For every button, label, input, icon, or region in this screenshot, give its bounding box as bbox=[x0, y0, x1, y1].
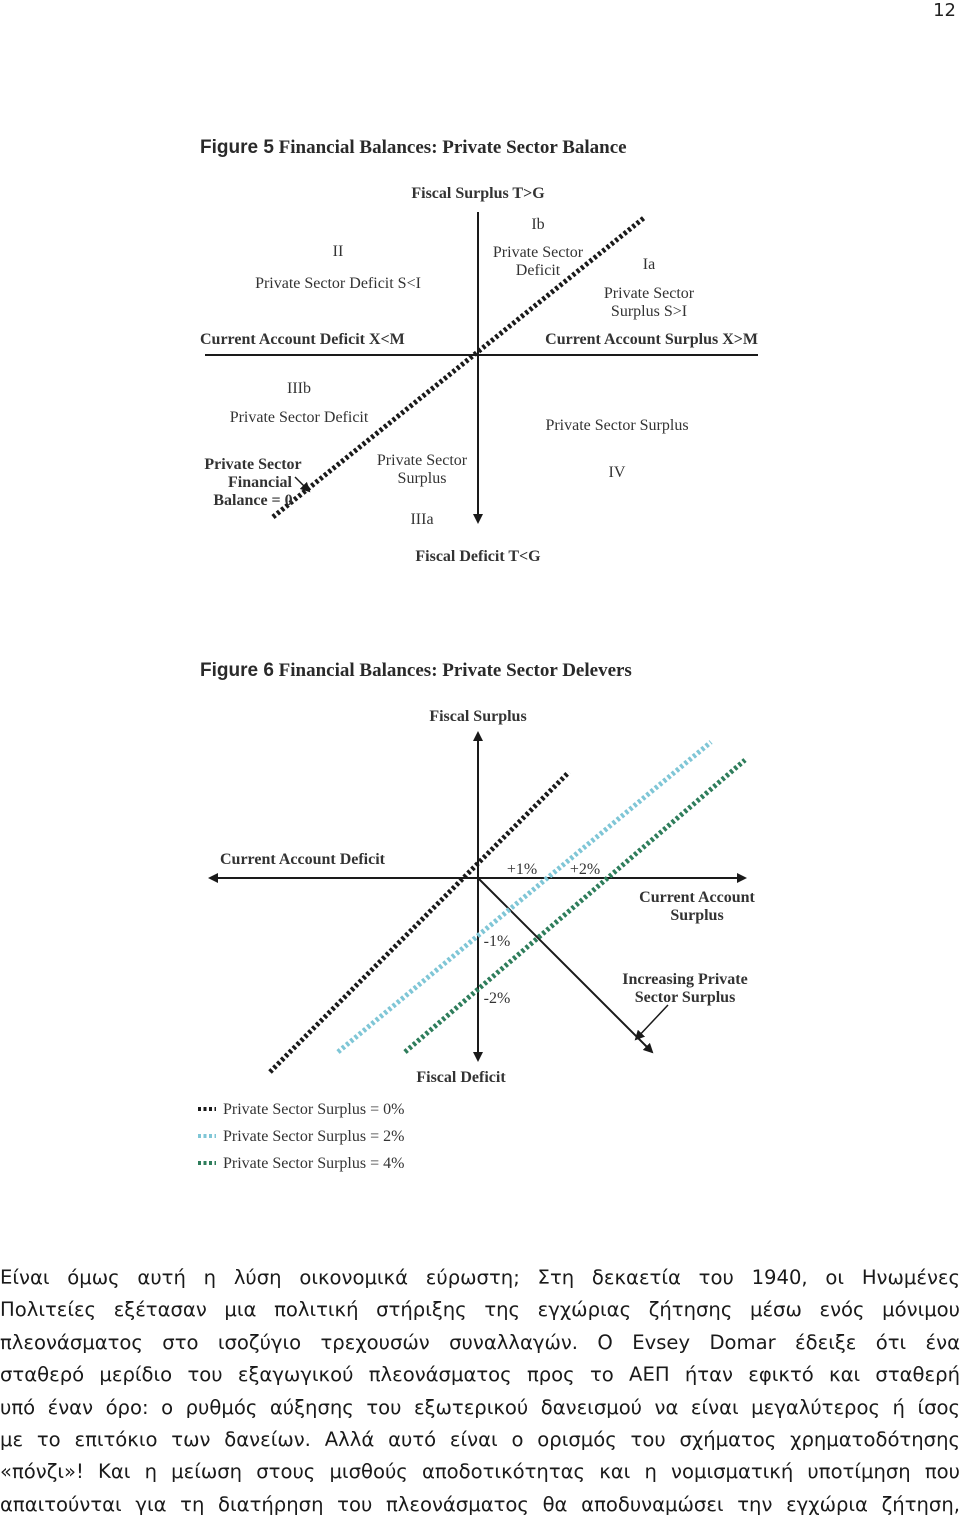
figure6-bottom-axis-label: Fiscal Deficit bbox=[416, 1069, 506, 1086]
figure5-top-axis-label: Fiscal Surplus T>G bbox=[411, 185, 545, 202]
tick-plus2: +2% bbox=[569, 861, 601, 878]
paragraph-line-5: υπό έναν όρο: ο ρυθμός αύξησης του εξωτερικού δανεισμού να είναι μεγαλύτερος ή ίσος bbox=[0, 1395, 960, 1419]
figure6-title-text: Financial Balances: Private Sector Delevers bbox=[278, 660, 632, 681]
quadrant-Ib-id: Ib bbox=[531, 216, 545, 233]
balance-label-line2: Financial bbox=[227, 474, 293, 491]
figure5-balance-pointer bbox=[295, 477, 309, 491]
annotation-line1: Increasing Private bbox=[622, 971, 748, 988]
paragraph-line-2: Πολιτείες εξέτασαν μια πολιτική στήριξης της εγχώριας ζήτησης μέσω ενός μόνιμου bbox=[0, 1298, 960, 1322]
figure6-legend bbox=[198, 1101, 404, 1172]
quadrant-IIIb-text: Private Sector Deficit bbox=[229, 409, 369, 426]
tick-minus2: -2% bbox=[483, 990, 511, 1007]
figure5-left-axis-label: Current Account Deficit X<M bbox=[200, 331, 405, 348]
tick-minus1: -1% bbox=[483, 933, 511, 950]
quadrant-Ia-id: Ia bbox=[642, 256, 656, 273]
figure6-number: Figure 6 bbox=[200, 660, 274, 681]
figure6-title bbox=[200, 660, 632, 682]
figure5-balance-line bbox=[273, 217, 645, 517]
quadrant-IIIa-line2: Surplus bbox=[397, 470, 447, 487]
paragraph-line-3: πλεονάσματος στο ισοζύγιο τρεχουσών συναλλαγών. Ο Evsey Domar έδειξε ότι ένα bbox=[0, 1330, 960, 1354]
paragraph-line-6: με το επιτόκιο των δανείων. Αλλά αυτό είναι ο ορισμός του σχήματος χρηματοδότησης bbox=[0, 1428, 960, 1452]
quadrant-IIIa-id: IIIa bbox=[410, 511, 434, 528]
figure6-annotation-pointer bbox=[636, 1005, 668, 1039]
figure5-bottom-axis-label: Fiscal Deficit T<G bbox=[415, 548, 541, 565]
figure5-number: Figure 5 bbox=[200, 137, 274, 158]
figure6-delever-arrow bbox=[478, 878, 652, 1052]
legend-label-1: Private Sector Surplus = 2% bbox=[223, 1128, 405, 1145]
quadrant-IIIb-id: IIIb bbox=[287, 380, 311, 397]
figure6-right-axis-line2: Surplus bbox=[670, 907, 724, 924]
annotation-line2: Sector Surplus bbox=[634, 989, 736, 1006]
quadrant-II-text: Private Sector Deficit S<I bbox=[255, 275, 421, 292]
paragraph-line-7: «πόνζι»! Και η μείωση στους μισθούς αποδοτικότητας και η νομισματική υποτίμηση που bbox=[0, 1460, 960, 1484]
figure6-right-axis-line1: Current Account bbox=[639, 889, 755, 906]
legend-label-2: Private Sector Surplus = 4% bbox=[223, 1155, 405, 1172]
page-number: 12 bbox=[933, 0, 956, 21]
balance-label-line3: Balance = 0 bbox=[213, 492, 293, 509]
body-paragraph bbox=[0, 1262, 960, 1521]
figure5-title-text: Financial Balances: Private Sector Balance bbox=[278, 137, 627, 158]
legend-label-0: Private Sector Surplus = 0% bbox=[223, 1101, 405, 1118]
quadrant-Ia-line2: Surplus S>I bbox=[610, 303, 688, 320]
quadrant-IV-id: IV bbox=[608, 464, 626, 481]
quadrant-IV-text: Private Sector Surplus bbox=[545, 417, 689, 434]
paragraph-line-8: απαιτούνται για τη διατήρηση του πλεονάσματος θα αποδυναμώσει την εγχώρια ζήτηση, bbox=[0, 1492, 960, 1516]
paragraph-line-1: Είναι όμως αυτή η λύση οικονομικά εύρωστη; Στη δεκαετία του 1940, οι Ηνωμένες bbox=[0, 1266, 960, 1289]
figure5-right-axis-label: Current Account Surplus X>M bbox=[545, 331, 758, 348]
series-line-surplus-4 bbox=[405, 760, 748, 1052]
quadrant-Ia-line1: Private Sector bbox=[603, 285, 695, 302]
quadrant-Ib-line2: Deficit bbox=[515, 262, 561, 279]
figure6-left-axis-label: Current Account Deficit bbox=[220, 851, 385, 868]
paragraph-line-4: σταθερό μερίδιο του εξαγωγικού πλεονάσματος προς το ΑΕΠ ήταν εφικτό και σταθερή bbox=[0, 1363, 960, 1387]
series-line-surplus-0 bbox=[270, 772, 569, 1072]
figure5-title bbox=[200, 137, 627, 159]
figure5-diagram bbox=[0, 170, 960, 570]
figure6-top-axis-label: Fiscal Surplus bbox=[429, 708, 527, 725]
quadrant-Ib-line1: Private Sector bbox=[492, 244, 584, 261]
figure6-diagram bbox=[0, 695, 960, 1185]
quadrant-IIIa-line1: Private Sector bbox=[376, 452, 468, 469]
quadrant-II-id: II bbox=[332, 243, 344, 260]
tick-plus1: +1% bbox=[506, 861, 538, 878]
balance-label-line1: Private Sector bbox=[204, 456, 302, 473]
